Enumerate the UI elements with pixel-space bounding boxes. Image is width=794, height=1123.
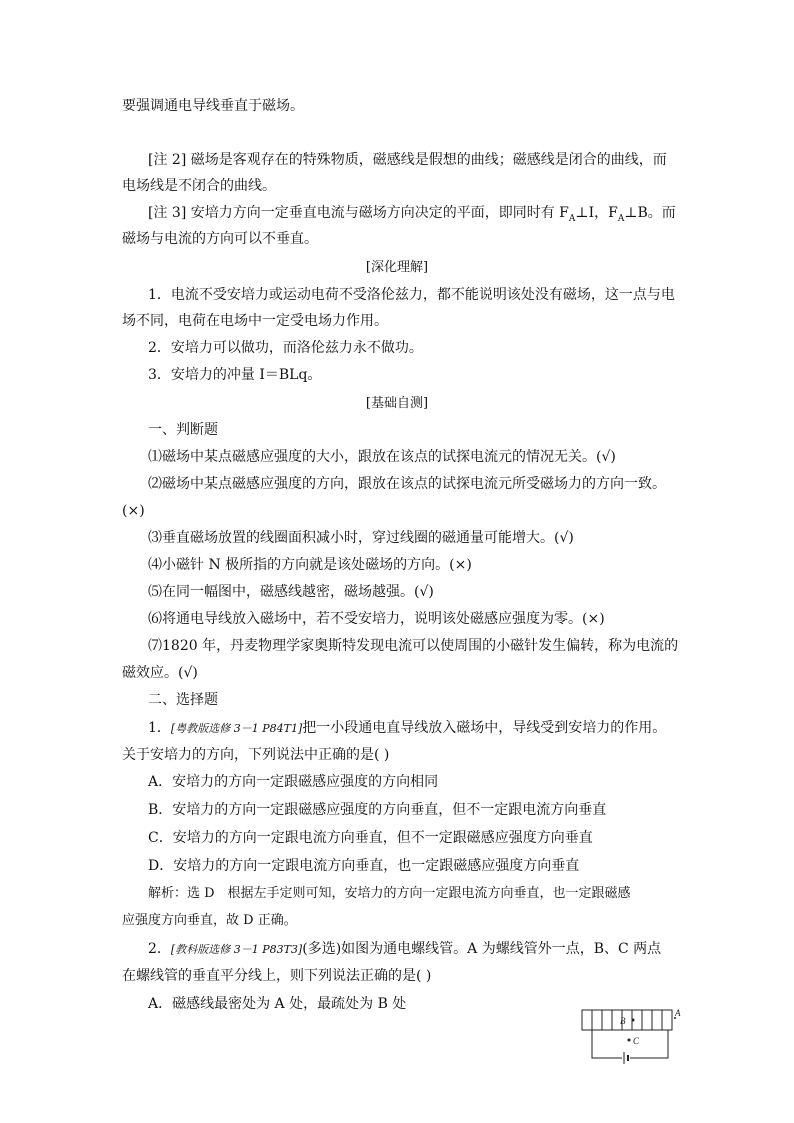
solenoid-body bbox=[582, 1010, 672, 1030]
q1-answer-line-2: 应强度方向垂直，故 D 正确。 bbox=[122, 913, 297, 928]
solenoid-figure bbox=[578, 1006, 688, 1066]
point-c-dot bbox=[628, 1039, 631, 1042]
judge-line-5: ⑸在同一幅图中，磁感线越密，磁场越强。(√) bbox=[148, 584, 434, 600]
q2-stem: (多选)如图为通电螺线管。A 为螺线管外一点，B、C 两点 bbox=[302, 941, 662, 957]
deep-item-1b: 场不同，电荷在电场中一定受电场力作用。 bbox=[122, 313, 388, 329]
judge-line-2: ⑵磁场中某点磁感应强度的方向，跟放在该点的试探电流元所受磁场力的方向一致。 bbox=[148, 476, 666, 492]
label-c: C bbox=[633, 1036, 640, 1046]
note-2-line-1 bbox=[148, 150, 667, 170]
note-3-text-c: ⊥I，F bbox=[575, 205, 618, 221]
note-3-tag: [注 3] bbox=[148, 205, 187, 221]
q2-stem-line-2: 在螺线管的垂直平分线上，则下列说法正确的是( ) bbox=[122, 968, 432, 984]
note-2-text: 磁场是客观存在的特殊物质，磁感线是假想的曲线；磁感线是闭合的曲线，而 bbox=[190, 152, 667, 168]
q1-number: 1． bbox=[148, 720, 171, 736]
judge-line-4: ⑷小磁针 N 极所指的方向就是该处磁场的方向。(×) bbox=[148, 557, 472, 573]
section-2-title: 二、选择题 bbox=[148, 692, 218, 708]
judge-line-7: ⑺1820 年，丹麦物理学家奥斯特发现电流可以使周围的小磁针发生偏转，称为电流的 bbox=[148, 638, 679, 654]
q1-option-c: C．安培力的方向一定跟电流方向垂直，但不一定跟磁感应强度方向垂直 bbox=[148, 830, 593, 846]
judge-line-3: ⑶垂直磁场放置的线圈面积减小时，穿过线圈的磁通量可能增大。(√) bbox=[148, 530, 574, 546]
q1-stem-line-1 bbox=[148, 718, 666, 739]
deep-item-3: 3．安培力的冲量 I＝BLq。 bbox=[148, 367, 322, 383]
q2-number: 2． bbox=[148, 941, 171, 957]
note-3-line-2: 磁场与电流的方向可以不垂直。 bbox=[122, 231, 318, 247]
q1-stem: 把一小段通电直导线放入磁场中，导线受到安培力的作用。 bbox=[302, 720, 667, 736]
q1-option-d: D．安培力的方向一定跟电流方向垂直，也一定跟磁感应强度方向垂直 bbox=[148, 858, 580, 874]
judge-line-2b: (×) bbox=[122, 503, 145, 519]
q1-source: [粤教版选修 3－1 P84T1] bbox=[170, 722, 303, 735]
point-b-dot bbox=[632, 1019, 635, 1022]
label-b: B bbox=[620, 1016, 626, 1026]
intro-line: 要强调通电导线垂直于磁场。 bbox=[122, 98, 304, 114]
deep-item-1a: 1．电流不受安培力或运动电荷不受洛伦兹力，都不能说明该处没有磁场，这一点与电 bbox=[148, 287, 675, 303]
deep-heading: [深化理解] bbox=[365, 260, 429, 275]
q2-stem-line-1 bbox=[148, 939, 661, 960]
note-3-sub-2: A bbox=[617, 213, 625, 224]
q1-option-b: B．安培力的方向一定跟磁感应强度的方向垂直，但不一定跟电流方向垂直 bbox=[148, 802, 607, 818]
note-3-text: 安培力方向一定垂直电流与磁场方向决定的平面，即同时有 F bbox=[190, 205, 569, 221]
label-a: A bbox=[675, 1008, 681, 1018]
q1-answer-line-1: 解析：选 D 根据左手定则可知，安培力的方向一定跟电流方向垂直，也一定跟磁感 bbox=[148, 886, 631, 901]
q2-option-a: A．磁感线最密处为 A 处，最疏处为 B 处 bbox=[148, 996, 407, 1012]
judge-line-7b: 磁效应。(√) bbox=[122, 665, 198, 681]
q1-option-a: A．安培力的方向一定跟磁感应强度的方向相同 bbox=[148, 774, 439, 790]
circuit-wire bbox=[592, 1030, 622, 1058]
note-2-tag: [注 2] bbox=[148, 152, 187, 168]
solenoid-coils bbox=[592, 1010, 662, 1030]
judge-line-1: ⑴磁场中某点磁感应强度的大小，跟放在该点的试探电流元的情况无关。(√) bbox=[148, 449, 616, 465]
section-1-title: 一、判断题 bbox=[148, 422, 218, 438]
judge-line-6: ⑹将通电导线放入磁场中，若不受安培力，说明该处磁感应强度为零。(×) bbox=[148, 611, 605, 627]
deep-item-2: 2．安培力可以做功，而洛伦兹力永不做功。 bbox=[148, 340, 423, 356]
q2-source: [教科版选修 3－1 P83T3] bbox=[170, 943, 303, 956]
note-3-text-e: ⊥B。而 bbox=[624, 205, 676, 221]
q1-stem-line-2: 关于安培力的方向，下列说法中正确的是( ) bbox=[122, 747, 390, 763]
note-3-line-1 bbox=[148, 203, 676, 229]
note-3-sub-1: A bbox=[568, 213, 576, 224]
self-test-heading: [基础自测] bbox=[365, 396, 429, 411]
note-2-line-2: 电场线是不闭合的曲线。 bbox=[122, 178, 276, 194]
